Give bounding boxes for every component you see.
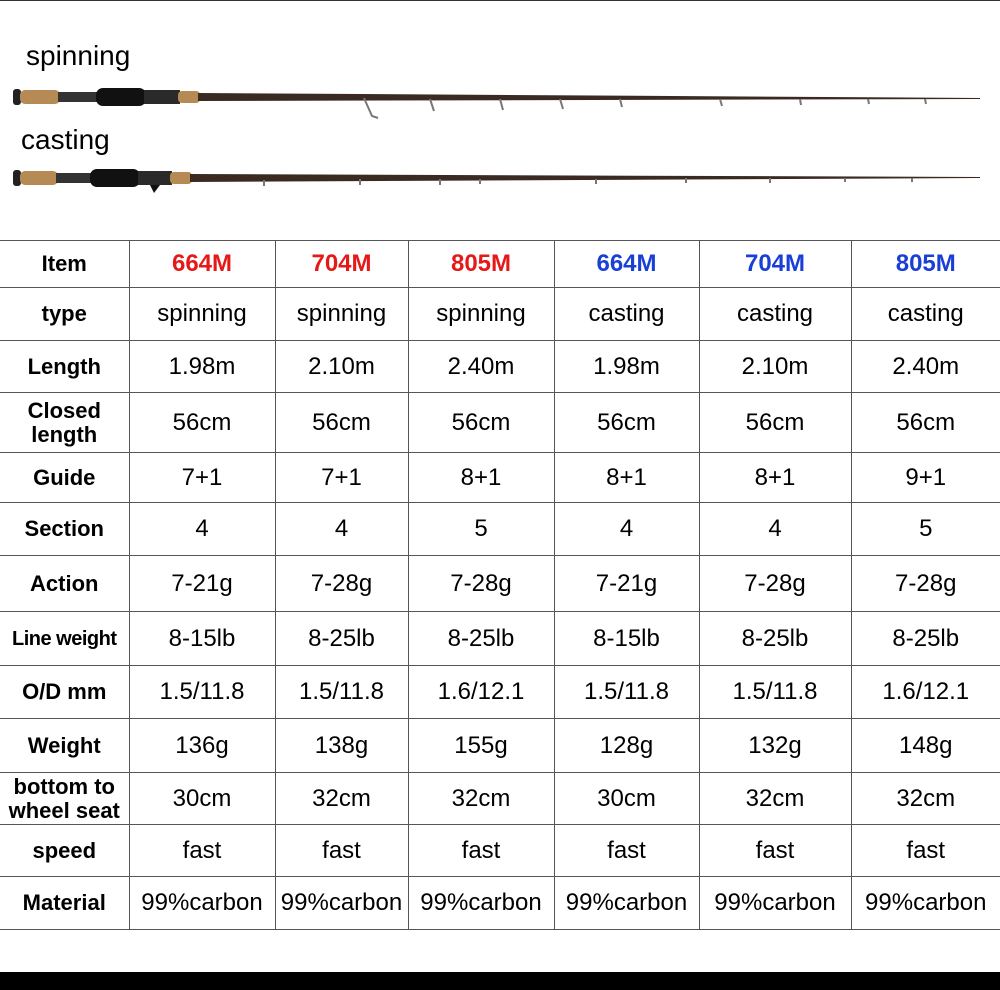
model-header-spinning-805m: 805M <box>408 241 554 288</box>
table-cell: 1.5/11.8 <box>699 666 851 719</box>
row-label: Weight <box>0 719 129 773</box>
table-cell: 32cm <box>408 773 554 825</box>
table-cell: casting <box>554 288 699 341</box>
table-cell: 8-25lb <box>275 612 408 666</box>
table-cell: fast <box>554 825 699 877</box>
table-cell: 99%carbon <box>554 877 699 930</box>
table-cell: 4 <box>129 503 275 556</box>
table-cell: 128g <box>554 719 699 773</box>
table-cell: fast <box>851 825 1000 877</box>
table-row <box>0 825 1000 877</box>
table-cell: 56cm <box>275 393 408 453</box>
table-cell: 7-21g <box>129 556 275 612</box>
table-cell: 7-28g <box>275 556 408 612</box>
table-cell: 7-28g <box>408 556 554 612</box>
bottom-bar <box>0 972 1000 990</box>
table-cell: 1.5/11.8 <box>554 666 699 719</box>
table-cell: 32cm <box>699 773 851 825</box>
table-cell: 7+1 <box>129 453 275 503</box>
table-cell: 8-15lb <box>129 612 275 666</box>
table-cell: 8+1 <box>408 453 554 503</box>
row-label: Action <box>0 556 129 612</box>
table-cell: 99%carbon <box>408 877 554 930</box>
table-cell: 155g <box>408 719 554 773</box>
table-cell: 32cm <box>275 773 408 825</box>
table-cell: 99%carbon <box>129 877 275 930</box>
table-cell: 2.10m <box>699 341 851 393</box>
table-cell: 8+1 <box>554 453 699 503</box>
casting-rod-label: casting <box>21 124 110 155</box>
row-label <box>0 393 129 453</box>
casting-rod-icon <box>0 152 1000 212</box>
table-cell: fast <box>408 825 554 877</box>
table-cell: fast <box>275 825 408 877</box>
row-label <box>0 773 129 825</box>
table-cell: 32cm <box>851 773 1000 825</box>
table-cell: 5 <box>408 503 554 556</box>
table-row <box>0 503 1000 556</box>
table-cell: 4 <box>554 503 699 556</box>
model-header-spinning-664m: 664M <box>129 241 275 288</box>
table-row <box>0 719 1000 773</box>
table-cell: 1.5/11.8 <box>129 666 275 719</box>
table-cell: 8+1 <box>699 453 851 503</box>
table-cell: 7-28g <box>851 556 1000 612</box>
top-rule <box>0 0 1000 1</box>
table-row <box>0 612 1000 666</box>
table-row <box>0 288 1000 341</box>
table-cell: 9+1 <box>851 453 1000 503</box>
table-cell: 56cm <box>554 393 699 453</box>
table-cell: 1.6/12.1 <box>408 666 554 719</box>
table-cell: 56cm <box>699 393 851 453</box>
table-cell: 7+1 <box>275 453 408 503</box>
table-row <box>0 341 1000 393</box>
row-label-line: bottom to <box>13 773 115 799</box>
table-row <box>0 453 1000 503</box>
table-cell: 1.5/11.8 <box>275 666 408 719</box>
row-label: Line weight <box>0 612 129 666</box>
row-label: Material <box>0 877 129 930</box>
table-cell: 2.40m <box>408 341 554 393</box>
table-cell: 1.98m <box>554 341 699 393</box>
table-cell: 2.40m <box>851 341 1000 393</box>
row-label: Length <box>0 341 129 393</box>
table-cell: 8-15lb <box>554 612 699 666</box>
model-header-casting-664m: 664M <box>554 241 699 288</box>
row-label: Guide <box>0 453 129 503</box>
row-label-line: Closed <box>27 397 101 423</box>
table-cell: 132g <box>699 719 851 773</box>
table-cell: 7-28g <box>699 556 851 612</box>
table-cell: 7-21g <box>554 556 699 612</box>
table-cell: spinning <box>129 288 275 341</box>
model-header-casting-704m: 704M <box>699 241 851 288</box>
table-cell: 8-25lb <box>851 612 1000 666</box>
table-cell: 56cm <box>851 393 1000 453</box>
row-label: O/D mm <box>0 666 129 719</box>
row-label: Section <box>0 503 129 556</box>
spec-table <box>0 240 1000 930</box>
table-cell: 56cm <box>408 393 554 453</box>
table-cell: spinning <box>275 288 408 341</box>
row-label: speed <box>0 825 129 877</box>
table-cell: casting <box>851 288 1000 341</box>
model-header-spinning-704m: 704M <box>275 241 408 288</box>
row-label-line: wheel seat <box>8 797 120 823</box>
table-cell: 138g <box>275 719 408 773</box>
table-cell: 99%carbon <box>699 877 851 930</box>
row-label-line: length <box>31 421 98 447</box>
table-row <box>0 393 1000 453</box>
table-cell: 99%carbon <box>851 877 1000 930</box>
table-cell: casting <box>699 288 851 341</box>
row-label: type <box>0 288 129 341</box>
model-header-casting-805m: 805M <box>851 241 1000 288</box>
table-cell: 8-25lb <box>408 612 554 666</box>
table-cell: 1.98m <box>129 341 275 393</box>
table-row <box>0 773 1000 825</box>
table-row <box>0 556 1000 612</box>
table-cell: 5 <box>851 503 1000 556</box>
table-cell: 1.6/12.1 <box>851 666 1000 719</box>
table-cell: fast <box>699 825 851 877</box>
table-cell: 4 <box>699 503 851 556</box>
spinning-rod-icon <box>0 70 1000 130</box>
header-row <box>0 241 1000 288</box>
table-cell: 99%carbon <box>275 877 408 930</box>
table-cell: 2.10m <box>275 341 408 393</box>
table-cell: 30cm <box>129 773 275 825</box>
table-cell: 30cm <box>554 773 699 825</box>
table-cell: 8-25lb <box>699 612 851 666</box>
table-cell: 148g <box>851 719 1000 773</box>
spinning-rod-label: spinning <box>26 40 131 71</box>
table-cell: 56cm <box>129 393 275 453</box>
row-label-item: Item <box>0 241 129 288</box>
table-row <box>0 666 1000 719</box>
table-cell: spinning <box>408 288 554 341</box>
table-row <box>0 877 1000 930</box>
table-cell: 4 <box>275 503 408 556</box>
table-cell: fast <box>129 825 275 877</box>
table-cell: 136g <box>129 719 275 773</box>
